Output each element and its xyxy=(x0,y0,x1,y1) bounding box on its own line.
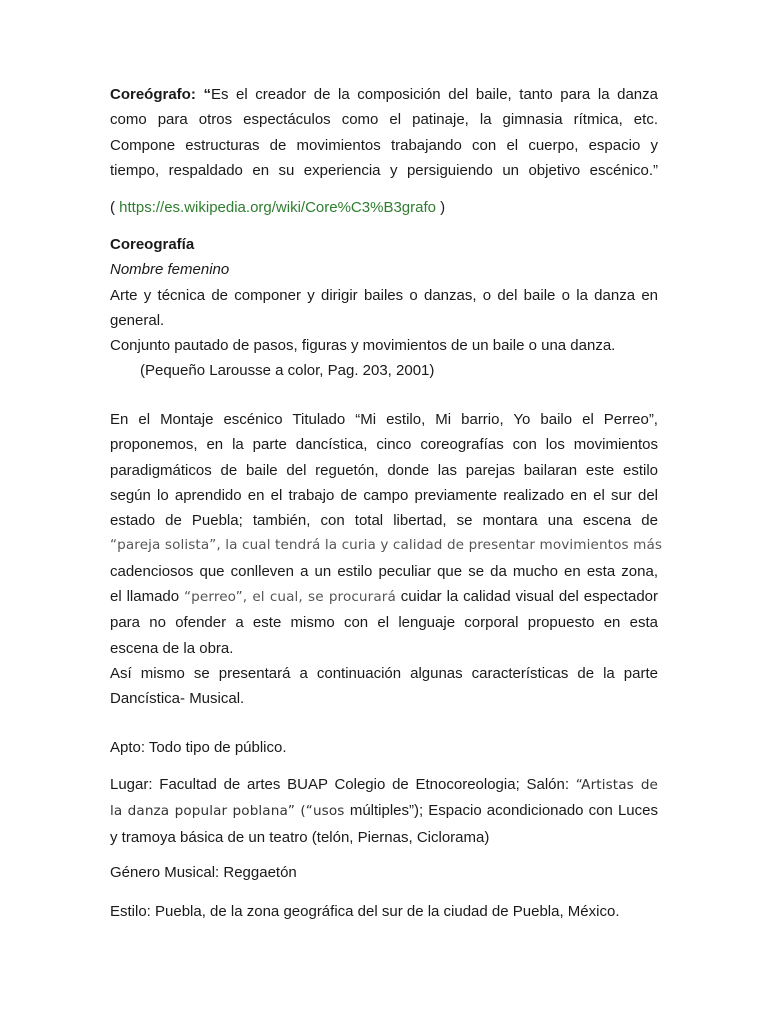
paragraph-line: Dancística- Musical. xyxy=(110,690,245,708)
coreografia-definition xyxy=(110,232,658,384)
definition-line: como para otros espectáculos como el patinaje, la gimnasia rítmica, etc. xyxy=(110,111,658,129)
paren-close: ) xyxy=(435,199,446,216)
paragraph-line xyxy=(110,798,658,824)
paren-open: ( xyxy=(110,199,120,216)
term-coreografo: Coreógrafo: xyxy=(110,86,196,103)
coreografo-definition xyxy=(110,82,658,183)
definition-line: Arte y técnica de componer y dirigir bailes o danzas, o del baile o la danza en xyxy=(110,286,658,304)
text-run: “perreo”, el cual, se procurará xyxy=(184,589,396,606)
part-of-speech: Nombre femenino xyxy=(110,261,230,279)
term-coreografia: Coreografía xyxy=(110,236,195,253)
apto-line: Apto: Todo tipo de público. xyxy=(110,739,287,756)
paragraph-line xyxy=(110,407,658,432)
quote-mark: “ xyxy=(203,86,211,103)
paragraph-line: proponemos, en la parte dancística, cinco coreografías con los movimientos xyxy=(110,436,658,454)
paragraph-line: estado de Puebla; también, con total libertad, se montara una escena de xyxy=(110,512,658,530)
text-run: En el Montaje escénico Titul xyxy=(110,411,321,428)
paragraph-line: cadenciosos que conlleven a un estilo peculiar que se da mucho en esta zona, xyxy=(110,562,658,580)
source-citation xyxy=(110,195,658,220)
text-run: la danza popular poblana” (“usos xyxy=(110,803,350,820)
text-run: el llamado xyxy=(110,588,185,606)
lugar-paragraph xyxy=(110,772,658,850)
wikipedia-link[interactable]: https://es.wikipedia.org/wiki/Core%C3%B3grafo xyxy=(119,199,436,216)
definition-line: Compone estructuras de movimientos trabajando con el cuerpo, espacio y xyxy=(110,136,658,154)
larousse-citation: (Pequeño Larousse a color, Pag. 203, 2001) xyxy=(140,362,435,380)
montaje-paragraph xyxy=(110,407,663,712)
paragraph-line: según lo aprendido en el trabajo de campo previamente realizado en el sur del xyxy=(110,486,658,504)
text-run: cuidar la calidad visual del espectador xyxy=(395,588,658,606)
definition-line: Conjunto pautado de pasos, figuras y movimientos de un baile o una danza. xyxy=(110,337,616,355)
text-run: Lugar: Facultad de artes BUAP Colegio de Etnocoreologia; Salón: xyxy=(110,776,576,793)
text-run: ado “Mi estilo, Mi barrio, Yo bailo el Perreo”, xyxy=(320,411,658,428)
text-run: “Artistas de xyxy=(575,777,659,793)
paragraph-line xyxy=(110,772,658,798)
paragraph-line: Así mismo se presentará a continuación algunas características de la parte xyxy=(110,664,658,682)
definition-line: tiempo, respaldado en su experiencia y persiguiendo un objetivo escénico.” xyxy=(110,161,658,179)
genero-line: Género Musical: Reggaetón xyxy=(110,864,297,881)
text-run: múltiples”); Espacio acondicionado con Luces xyxy=(349,802,658,820)
paragraph-line: “pareja solista”, la cual tendrá la curia y calidad de presentar movimientos más xyxy=(110,537,663,554)
definition-text: Es el creador de la composición del baile, tanto para la danza xyxy=(210,86,658,103)
definition-line: general. xyxy=(110,311,165,329)
paragraph-line: para no ofender a este mismo con el lenguaje corporal propuesto en esta xyxy=(110,614,658,632)
paragraph-line xyxy=(110,584,658,610)
paragraph-line: paradigmáticos de baile del reguetón, donde las parejas bailaran este estilo xyxy=(110,461,658,479)
paragraph-line: y tramoya básica de un teatro (telón, Piernas, Ciclorama) xyxy=(110,828,490,846)
definition-line xyxy=(110,82,658,107)
paragraph-line: escena de la obra. xyxy=(110,639,234,657)
estilo-line: Estilo: Puebla, de la zona geográfica del sur de la ciudad de Puebla, México. xyxy=(110,903,620,920)
